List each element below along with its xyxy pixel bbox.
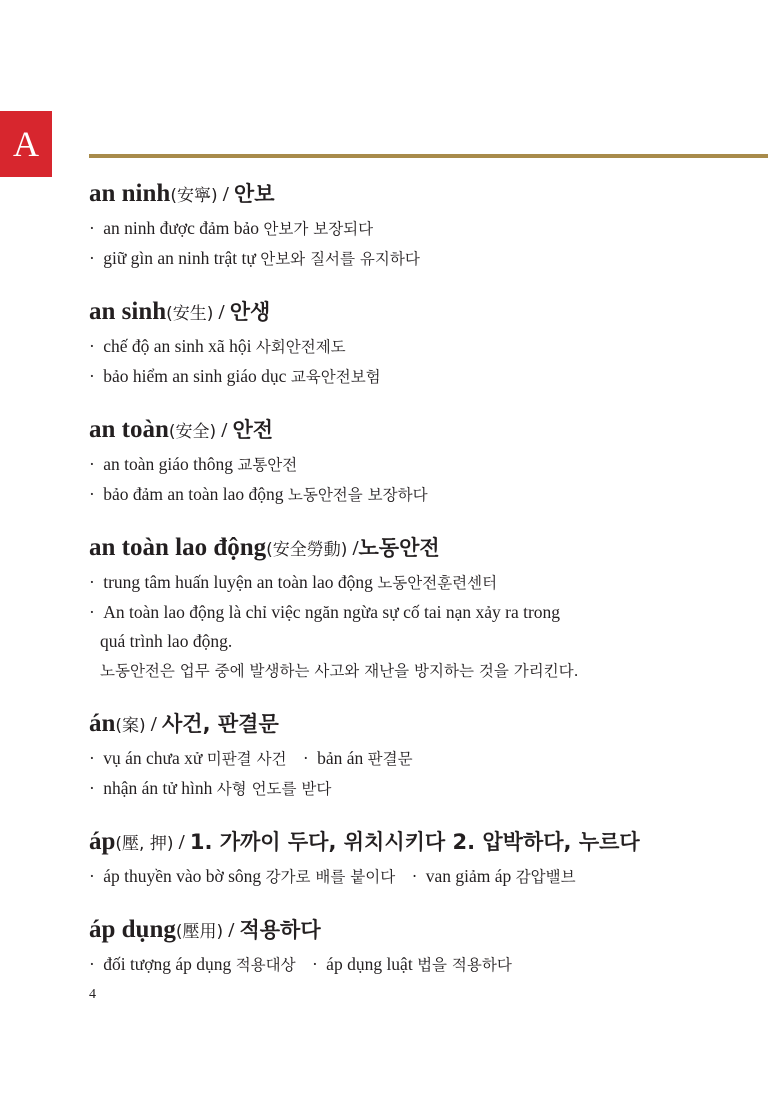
bullet-dot: · [89,954,95,974]
example-line [89,450,759,480]
dictionary-entry [89,176,759,274]
example-vietnamese: đối tượng áp dụng [103,954,232,974]
example-korean: 사형 언도를 받다 [216,780,332,798]
example-vietnamese: an ninh được đảm bảo [103,218,259,238]
entry-headword [89,176,759,214]
example-korean: 교육안전보험 [290,368,381,386]
example-vietnamese: chế độ an sinh xã hội [103,336,252,356]
example-line [89,627,759,656]
headword-hanja: (安生) [166,304,214,324]
headword-separator: / [213,300,230,324]
headword-hanja: (壓用) [175,922,224,942]
example-korean: 강가로 배를 붙이다 [265,868,396,886]
example-line [89,362,759,392]
example-vietnamese: van giảm áp [425,866,512,886]
bullet-dot: · [89,602,95,622]
example-korean: 감압밸브 [515,868,576,886]
example-vietnamese: bản án [317,748,364,768]
example-line [89,862,759,892]
headword-korean: 사건, 판결문 [162,712,279,736]
headword-vietnamese: áp [89,828,116,855]
headword-korean: 안생 [229,300,271,324]
dictionary-entry [89,412,759,510]
example-vietnamese: an toàn giáo thông [103,454,233,474]
example-line [89,950,759,980]
headword-separator: / [223,918,240,942]
dictionary-entry [89,294,759,392]
dictionary-entries [89,176,759,1000]
entry-headword [89,294,759,332]
headword-vietnamese: an sinh [89,298,167,325]
example-korean: 안보가 보장되다 [263,220,374,238]
headword-hanja: (壓, 押) [115,834,174,854]
example-korean: 미판결 사건 [206,750,287,768]
entry-headword [89,912,759,950]
headword-separator: / [145,712,163,736]
bullet-dot: · [89,866,95,886]
example-vietnamese: nhận án tử hình [103,778,213,798]
example-vietnamese: quá trình lao động. [100,631,233,651]
dictionary-entry [89,912,759,980]
example-line [89,244,759,274]
headword-korean: 1. 가까이 두다, 위치시키다 2. 압박하다, 누르다 [189,830,640,854]
headword-vietnamese: áp dụng [89,916,176,943]
headword-separator: / [217,182,234,206]
entry-headword [89,706,759,744]
example-line [89,214,759,244]
headword-vietnamese: án [89,710,116,737]
page-number: 4 [89,987,96,1002]
entry-headword [89,530,759,568]
bullet-dot: · [89,248,95,268]
example-line [89,656,759,686]
bullet-dot: · [311,954,318,974]
headword-korean: 적용하다 [239,918,321,942]
headword-separator: / [173,830,190,854]
headword-vietnamese: an ninh [89,180,171,207]
bullet-dot: · [89,572,95,592]
bullet-dot: · [302,748,309,768]
example-korean: 교통안전 [237,456,298,474]
example-korean: 사회안전제도 [255,338,346,356]
bullet-dot: · [89,336,95,356]
headword-vietnamese: an toàn lao động [89,534,267,561]
example-vietnamese: giữ gìn an ninh trật tự [103,248,256,268]
bullet-dot: · [89,484,95,504]
bullet-dot: · [411,866,418,886]
bullet-dot: · [89,218,95,238]
example-korean: 노동안전훈련센터 [377,574,498,592]
dictionary-entry [89,824,759,892]
headword-separator: / [347,536,359,560]
headword-hanja: (安全勞動) [266,540,348,560]
headword-hanja: (安寧) [170,186,218,206]
example-korean: 노동안전은 업무 중에 발생하는 사고와 재난을 방지하는 것을 가리킨다. [100,662,579,680]
example-korean: 노동안전을 보장하다 [287,486,428,504]
example-vietnamese: bảo hiểm an sinh giáo dục [103,366,287,386]
headword-korean: 노동안전 [358,536,440,560]
dictionary-entry [89,706,759,804]
headword-korean: 안전 [232,418,274,442]
example-vietnamese: áp dụng luật [326,954,413,974]
example-line [89,480,759,510]
example-line [89,332,759,362]
example-vietnamese: áp thuyền vào bờ sông [103,866,262,886]
example-korean: 판결문 [367,750,413,768]
example-line [89,568,759,598]
headword-separator: / [216,418,233,442]
example-korean: 안보와 질서를 유지하다 [260,250,420,268]
headword-hanja: (安全) [168,422,217,442]
bullet-dot: · [89,748,95,768]
entry-headword [89,824,759,862]
example-korean: 법을 적용하다 [417,956,512,974]
example-vietnamese: bảo đảm an toàn lao động [103,484,284,504]
example-vietnamese: An toàn lao động là chỉ việc ngăn ngừa sự cố tai nạn xảy ra trong [103,602,561,622]
example-korean: 적용대상 [235,956,296,974]
headword-vietnamese: an toàn [89,416,169,443]
example-vietnamese: vụ án chưa xử [103,748,203,768]
entry-headword [89,412,759,450]
section-letter-tab: A [0,111,52,177]
example-line [89,744,759,774]
dictionary-entry [89,530,759,686]
headword-korean: 안보 [233,182,275,206]
bullet-dot: · [89,778,95,798]
bullet-dot: · [89,366,95,386]
example-vietnamese: trung tâm huấn luyện an toàn lao động [103,572,373,592]
example-line [89,598,759,627]
example-line [89,774,759,804]
bullet-dot: · [89,454,95,474]
header-rule [89,154,768,158]
headword-hanja: (案) [115,716,146,736]
